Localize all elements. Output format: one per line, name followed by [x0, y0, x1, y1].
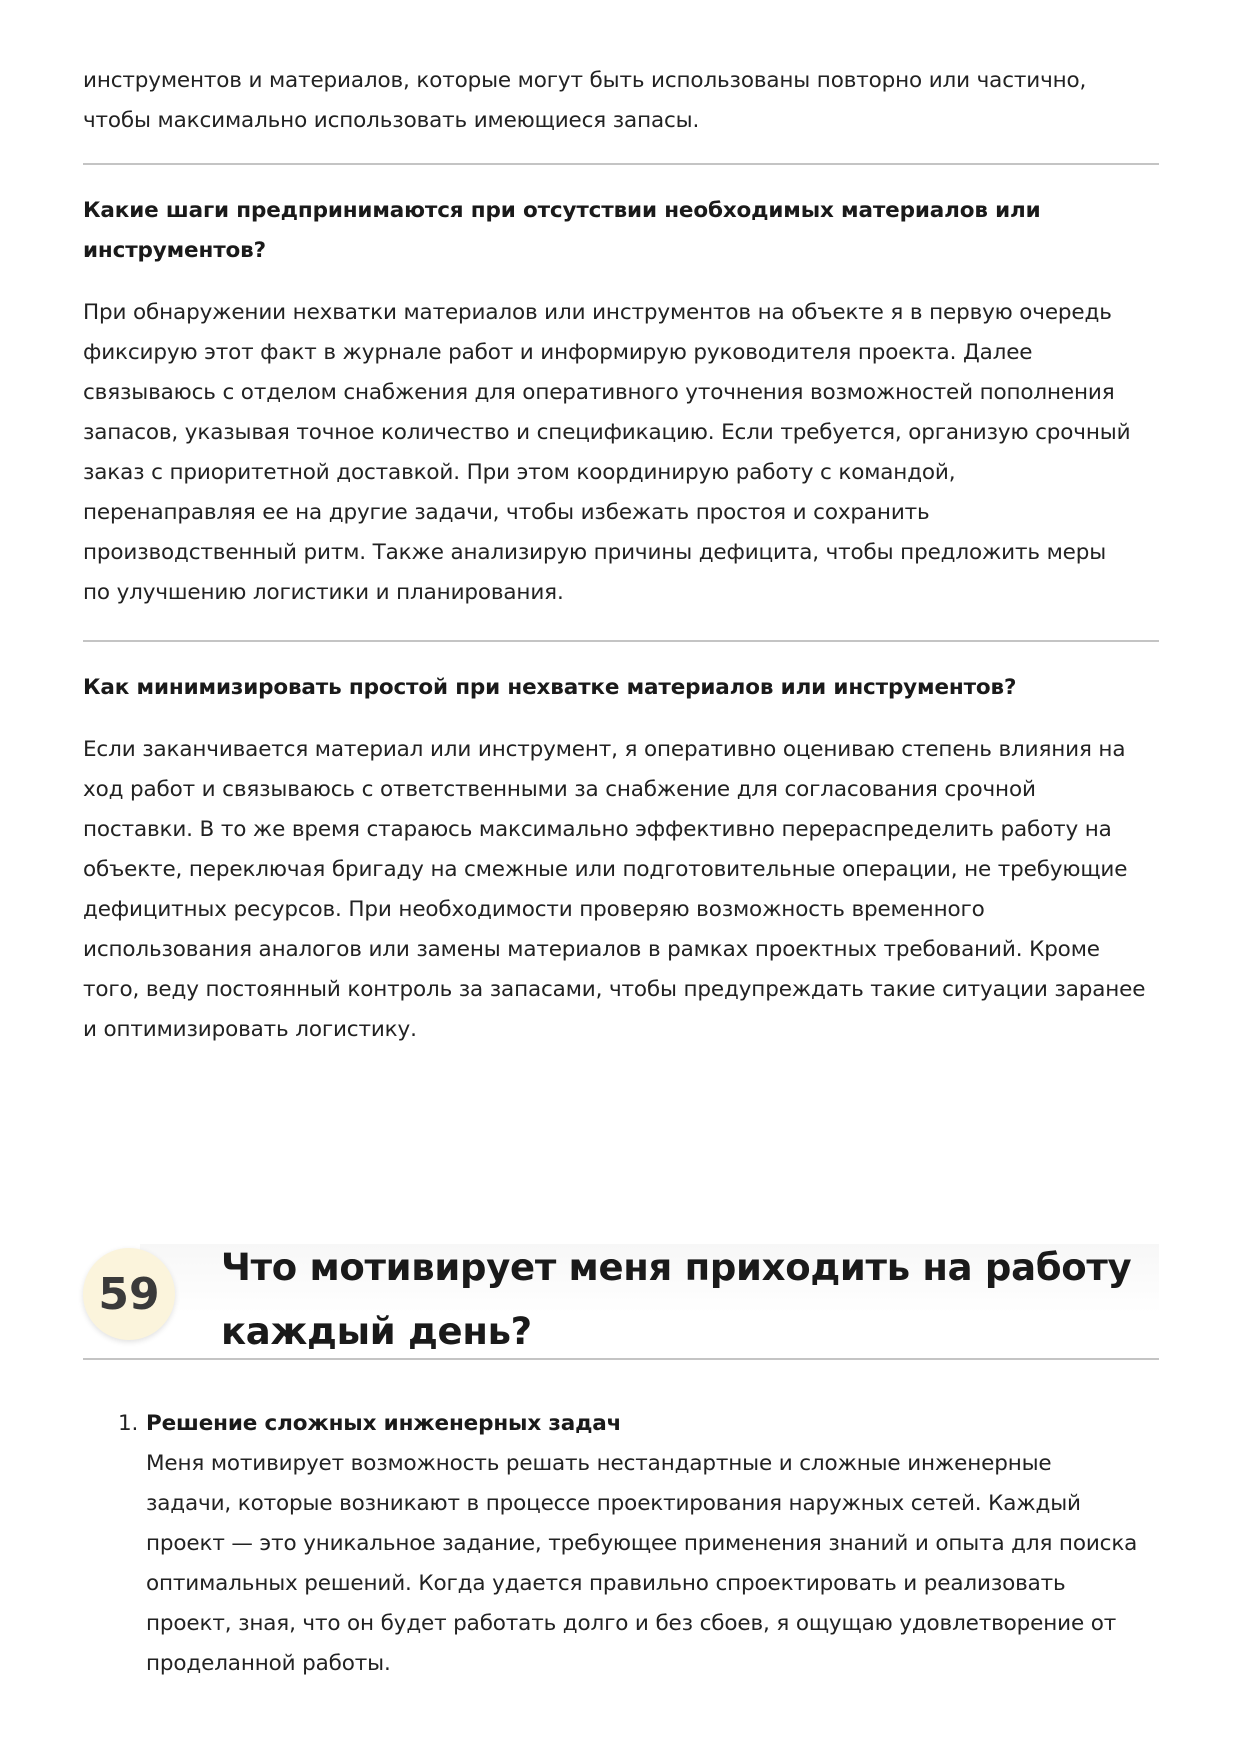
- text-line: перенаправляя ее на другие задачи, чтобы избежать простоя и сохранить: [83, 500, 930, 525]
- text-line: проделанной работы.: [146, 1651, 391, 1676]
- text-line: оптимальных решений. Когда удается правильно спроектировать и реализовать: [146, 1571, 1066, 1596]
- text-line: ход работ и связываюсь с ответственными за снабжение для согласования срочной: [83, 777, 1036, 802]
- text-line: инструментов и материалов, которые могут быть использованы повторно или частично,: [83, 68, 1087, 93]
- text-line: и оптимизировать логистику.: [83, 1017, 417, 1042]
- text-line: того, веду постоянный контроль за запасами, чтобы предупреждать такие ситуации заранее: [83, 977, 1146, 1002]
- intro-paragraph: [83, 61, 1159, 141]
- text-line: Если заканчивается материал или инструмент, я оперативно оцениваю степень влияния на: [83, 737, 1126, 762]
- text-line: чтобы максимально использовать имеющиеся запасы.: [83, 108, 700, 133]
- question-title: [83, 191, 1159, 271]
- list-item-body: [146, 1444, 1168, 1684]
- list-item-label: Решение сложных инженерных задач: [146, 1411, 622, 1436]
- text-line: дефицитных ресурсов. При необходимости проверяю возможность временного: [83, 897, 985, 922]
- section-title-line: каждый день?: [221, 1310, 532, 1353]
- question-title: [83, 668, 1159, 708]
- text-line: проект — это уникальное задание, требующее применения знаний и опыта для поиска: [146, 1531, 1138, 1556]
- section-title-line: Что мотивирует меня приходить на работу: [221, 1246, 1132, 1289]
- qa-block-1: [83, 191, 1159, 613]
- numbered-list: [118, 1404, 1168, 1684]
- text-line: производственный ритм. Также анализирую причины дефицита, чтобы предложить меры: [83, 540, 1107, 565]
- text-line: по улучшению логистики и планирования.: [83, 580, 564, 605]
- text-line: использования аналогов или замены материалов в рамках проектных требований. Кроме: [83, 937, 1100, 962]
- divider: [83, 163, 1159, 165]
- question-line: Какие шаги предпринимаются при отсутствии необходимых материалов или: [83, 198, 1041, 223]
- section-title: [221, 1236, 1132, 1364]
- text-line: Меня мотивирует возможность решать нестандартные и сложные инженерные: [146, 1451, 1052, 1476]
- question-line: инструментов?: [83, 238, 266, 263]
- text-line: поставки. В то же время стараюсь максимально эффективно перераспределить работу на: [83, 817, 1112, 842]
- list-item-number: 1.: [118, 1411, 139, 1436]
- text-line: проект, зная, что он будет работать долго и без сбоев, я ощущаю удовлетворение от: [146, 1611, 1117, 1636]
- divider: [83, 640, 1159, 642]
- section-divider: [83, 1358, 1159, 1360]
- text-line: связываюсь с отделом снабжения для оперативного уточнения возможностей пополнения: [83, 380, 1115, 405]
- text-line: запасов, указывая точное количество и спецификацию. Если требуется, организую срочный: [83, 420, 1131, 445]
- list-item-heading: [118, 1404, 1168, 1444]
- text-line: задачи, которые возникают в процессе проектирования наружных сетей. Каждый: [146, 1491, 1081, 1516]
- list-item: [118, 1404, 1168, 1684]
- text-line: При обнаружении нехватки материалов или инструментов на объекте я в первую очередь: [83, 300, 1112, 325]
- qa-block-2: [83, 668, 1159, 1050]
- section-number-badge: 59: [83, 1248, 175, 1340]
- answer-paragraph: [83, 293, 1159, 613]
- answer-paragraph: [83, 730, 1159, 1050]
- question-line: Как минимизировать простой при нехватке материалов или инструментов?: [83, 675, 1017, 700]
- text-line: заказ с приоритетной доставкой. При этом координирую работу с командой,: [83, 460, 956, 485]
- text-line: объекте, переключая бригаду на смежные или подготовительные операции, не требующие: [83, 857, 1128, 882]
- text-line: фиксирую этот факт в журнале работ и информирую руководителя проекта. Далее: [83, 340, 1033, 365]
